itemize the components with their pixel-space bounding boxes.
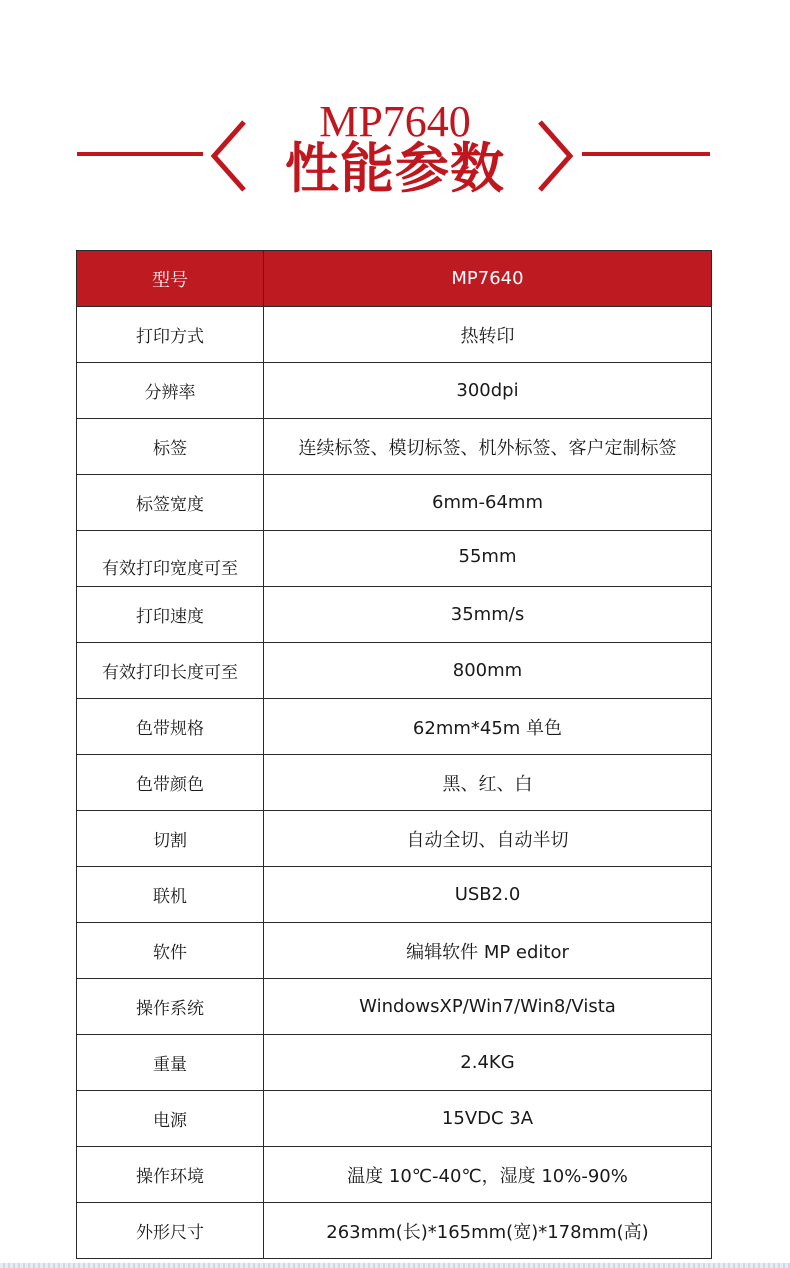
table-row [77, 867, 712, 923]
table-row [77, 979, 712, 1035]
spec-value: 263mm(长)*165mm(宽)*178mm(高) [264, 1203, 712, 1259]
spec-value: 黑、红、白 [264, 755, 712, 811]
spec-value: USB2.0 [264, 867, 712, 923]
table-row [77, 643, 712, 699]
spec-label: 打印速度 [77, 587, 264, 643]
bottom-divider [0, 1263, 790, 1268]
header-label-cell: 型号 [77, 251, 264, 307]
header-value-cell: MP7640 [264, 251, 712, 307]
table-row [77, 1203, 712, 1259]
spec-label: 打印方式 [77, 307, 264, 363]
table-row [77, 587, 712, 643]
table-row [77, 755, 712, 811]
spec-label: 重量 [77, 1035, 264, 1091]
spec-label: 操作系统 [77, 979, 264, 1035]
section-header [0, 0, 790, 250]
spec-label-text: 有效打印宽度可至 [102, 559, 238, 579]
table-row [77, 811, 712, 867]
spec-label: 电源 [77, 1091, 264, 1147]
spec-value-text: 55mm [458, 546, 517, 567]
table-row [77, 1091, 712, 1147]
table-row [77, 307, 712, 363]
table-row [77, 1035, 712, 1091]
spec-value: 连续标签、模切标签、机外标签、客户定制标签 [264, 419, 712, 475]
table-row [77, 531, 712, 587]
spec-value: 62mm*45m 单色 [264, 699, 712, 755]
spec-value: 35mm/s [264, 587, 712, 643]
spec-label [77, 531, 264, 587]
spec-value: 6mm-64mm [264, 475, 712, 531]
spec-label: 标签 [77, 419, 264, 475]
spec-label: 软件 [77, 923, 264, 979]
spec-label: 分辨率 [77, 363, 264, 419]
spec-value: 800mm [264, 643, 712, 699]
spec-table [76, 250, 712, 1259]
spec-label: 有效打印长度可至 [77, 643, 264, 699]
table-row [77, 363, 712, 419]
spec-label: 标签宽度 [77, 475, 264, 531]
table-row [77, 1147, 712, 1203]
spec-label: 外形尺寸 [77, 1203, 264, 1259]
spec-label: 色带颜色 [77, 755, 264, 811]
spec-value: 温度 10℃-40℃，湿度 10%-90% [264, 1147, 712, 1203]
spec-value: 2.4KG [264, 1035, 712, 1091]
spec-value [264, 531, 712, 587]
table-row [77, 923, 712, 979]
spec-value: 15VDC 3A [264, 1091, 712, 1147]
spec-value: 自动全切、自动半切 [264, 811, 712, 867]
spec-value: WindowsXP/Win7/Win8/Vista [264, 979, 712, 1035]
spec-value: 热转印 [264, 307, 712, 363]
table-header-row [77, 251, 712, 307]
spec-value: 300dpi [264, 363, 712, 419]
chevron-right-icon [536, 118, 576, 194]
page-title: 性能参数 [285, 137, 505, 200]
spec-label: 切割 [77, 811, 264, 867]
table-row [77, 475, 712, 531]
table-row [77, 699, 712, 755]
table-row [77, 419, 712, 475]
spec-label: 操作环境 [77, 1147, 264, 1203]
model-heading: MP7640 [319, 97, 471, 146]
spec-label: 联机 [77, 867, 264, 923]
spec-label: 色带规格 [77, 699, 264, 755]
decorative-line-right [582, 152, 710, 156]
spec-value: 编辑软件 MP editor [264, 923, 712, 979]
